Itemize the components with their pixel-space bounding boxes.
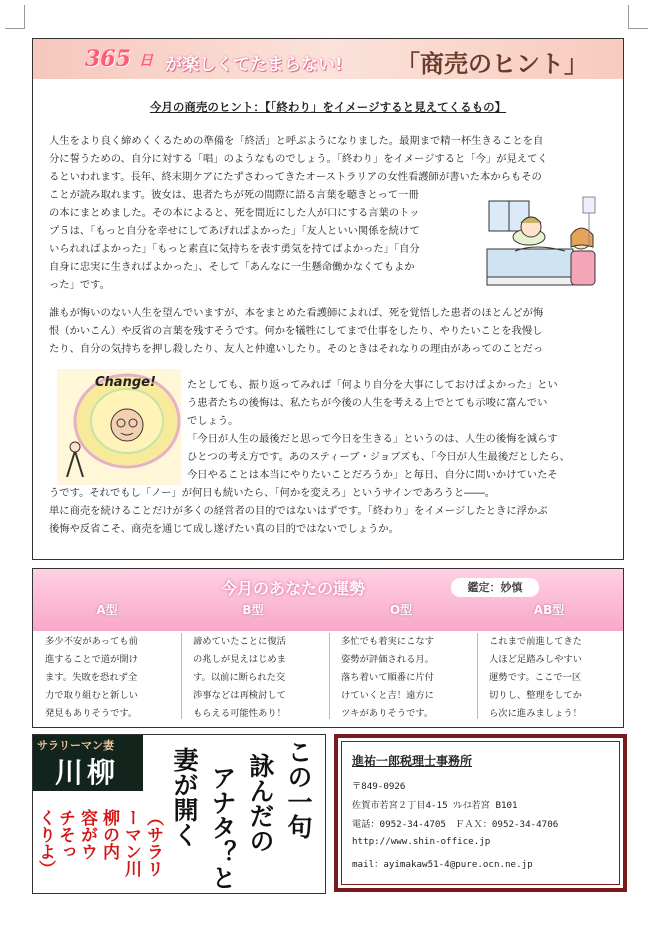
hospital-illustration — [485, 191, 605, 297]
office-phone: 電話：0952-34-4705 ＦＡＸ：0952-34-4706 — [352, 819, 559, 830]
senryu-poem-line-2: 詠んだの — [246, 753, 275, 853]
hint-section — [32, 38, 624, 560]
fortune-type-ab: AB型 — [533, 603, 565, 617]
hint-paragraph-2: 誰もが悔いのない人生を望んでいますが、本をまとめた看護師によれば、死を覚悟した患者のほとんどが悔 恨（かいこん）や反省の言葉を残すそうです。何かを犠牲にしてまで仕事をしたり、やりたいことを我慢し たり、自分の気持ちを押し殺したり、友人と仲違いしたり。そのときはそれなりの理由があってのことだっ — [49, 307, 544, 355]
fortune-title: 今月のあなたの運勢 — [221, 579, 366, 598]
senryu-badge-subtitle: サラリーマン妻 — [37, 739, 114, 752]
fortune-header — [33, 569, 623, 631]
fortune-text-b: 諦めていたことに復活 の兆しが見えはじめま す。以前に断られた交 渉事などは再検討して もらえる可能性あり！ — [193, 636, 286, 719]
banner-days-unit: 日 — [139, 53, 153, 69]
fortune-type-a: A型 — [96, 603, 118, 617]
office-mail[interactable]: mail：ayimakaw51-4@pure.ocn.ne.jp — [352, 859, 533, 870]
hint-paragraph-1: 人生をより良く締めくくるための準備を「終活」と呼ぶようになりました。最期まで精一杯生きることを自 分に誓うための、自分に対する「唱」のようなものでしょう。「終わり」をイメージすると「今」が見えてく るといわれます。長年、終末期ケアにたずさわってきたオーストラリアの女性看護師が書いた本からもその ことが読み取れます。彼女は、患者たちが死の間際に語る言葉を聴きとって一冊 の本にまとめました。その本によると、死を間近にした人が口にする言葉のトッ プ５は、「もっと自分を幸せにしてあげればよかった」「友人といい関係を続けて いられればよかった」「もっと素直に気持ちを表す勇気を持てばよかった」「自分 自身に忠実に生きればよかった」、そして「あんなに一生懸命働かなくてもよか った」です。 — [49, 135, 548, 291]
senryu-source-line-5: チそっ — [55, 809, 75, 860]
office-name: 進祐一郎税理士事務所 — [352, 754, 473, 768]
fortune-text-o: 多忙でも着実にこなす 姿勢が評価される月。 落ち着いて順番に片付 けていくと吉！遠方に ツキがありそうです。 — [341, 636, 434, 719]
office-address: 佐賀市若宮２丁目4-15 ｿﾚｲﾕ若宮 B101 — [352, 800, 518, 811]
senryu-poem-line-1: この一句 — [284, 739, 313, 839]
fortune-section — [32, 568, 624, 728]
senryu-source-line-3: 柳の内 — [99, 809, 119, 860]
fortune-divider — [477, 633, 478, 719]
fortune-kantei-badge: 鑑定：妙慎 — [451, 578, 539, 597]
hint-title: 今月の商売のヒント：【「終わり」をイメージすると見えてくるもの】 — [149, 100, 507, 114]
fortune-text-a: 多少不安があっても前 進することで道が開け ます。失敗を恐れず全 力で取り組むと新しい 発見もありそうです。 — [45, 636, 138, 719]
senryu-source-line-2: ーマン川 — [121, 809, 141, 877]
hint-banner — [33, 39, 623, 79]
fortune-type-b: B型 — [242, 603, 264, 617]
fortune-divider — [181, 633, 182, 719]
office-url[interactable]: http://www.shin-office.jp — [352, 836, 491, 847]
senryu-poem-line-3: アナタ？と — [208, 765, 237, 890]
fortune-type-o: O型 — [389, 603, 413, 617]
banner-days: 365 — [85, 46, 131, 72]
senryu-badge-title: 川柳 — [55, 756, 120, 789]
change-caption: Change! — [95, 375, 156, 390]
senryu-poem-line-4: 妻が開く — [170, 747, 199, 847]
hint-paragraph-4: うです。それでもし「ノー」が何日も続いたら、「何かを変えろ」というサインであろうと――。 単に商売を続けることだけが多くの経営者の目的ではないはずです。「終わり」をイメージしたときに浮かぶ 後悔や反省こそ、商売を通じて成し遂げたい真の目的ではないでしょうか。 — [49, 487, 548, 535]
senryu-source-line-4: 容がウ — [77, 809, 97, 860]
office-postal: 〒849-0926 — [352, 781, 406, 792]
banner-brand: 「商売のヒント」 — [396, 50, 588, 78]
senryu-badge — [33, 735, 143, 791]
senryu-section — [32, 734, 326, 894]
fortune-divider — [329, 633, 330, 719]
banner-tagline: が楽しくてたまらない! — [165, 55, 343, 75]
fortune-text-ab: これまで前進してきた 人ほど足踏みしやすい 運勢です。ここで一区 切りし、整理をしてか ら次に進みましょう！ — [489, 636, 582, 719]
senryu-source-line-6: くりよ） — [35, 809, 55, 877]
office-info-box — [334, 734, 627, 892]
change-illustration — [57, 369, 181, 485]
senryu-source-line-1: （サラリ — [143, 809, 163, 877]
hint-paragraph-3: たとしても、振り返ってみれば「何より自分を大事にしておけばよかった」とい う患者たちの後悔は、私たちが今後の人生を考える上でとても示唆に富んでい でしょう。 「今日が人生の最後だと思って今日を生きる」というのは、人生の後悔を減らす ひとつの考え方です。あのスティーブ・ジョブズも、「今日が人生最後だとしたら、 今日やることは本当にやりたいことだろうか」と毎日、自分に問いかけていたそ — [187, 379, 570, 481]
